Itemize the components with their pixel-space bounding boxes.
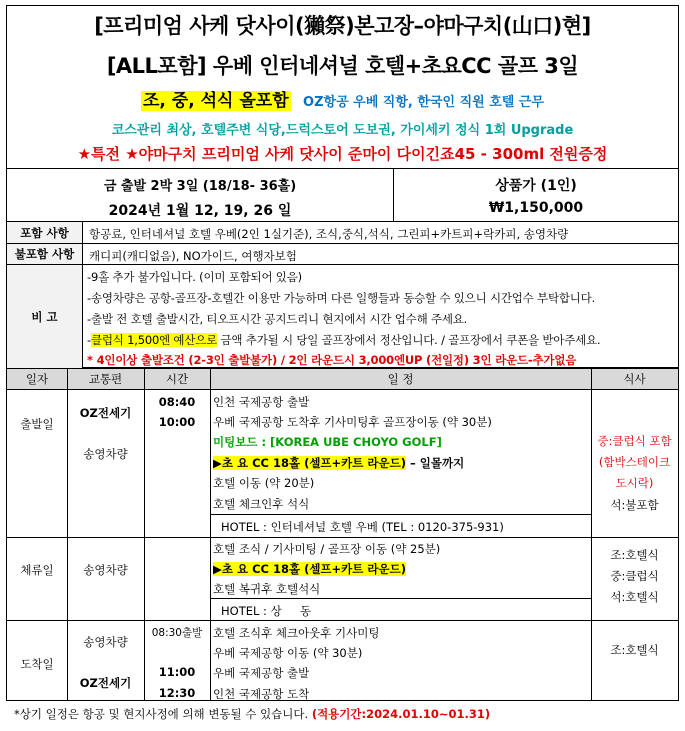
day2-line-3: 호텔 복귀후 호텔석식: [213, 582, 321, 596]
schedule-table: [6, 368, 679, 701]
info-table: [6, 222, 679, 368]
day3-transport-1: 송영차량: [83, 635, 128, 649]
day3-line-1: 호텔 조식후 체크아웃후 기사미팅: [213, 626, 380, 640]
meals-airline-row: [7, 86, 678, 111]
day1-meal-red: [591, 431, 678, 494]
day3-line-4: 인천 국제공항 도착: [213, 687, 310, 701]
day1-meal-red-2: (함박스테이크: [598, 455, 671, 469]
airline-note: OZ항공 우베 직항, 한국인 직원 호텔 근무: [303, 95, 544, 110]
footer-period: (적용기간:2024.01.10~01.31): [311, 707, 491, 721]
day2-meal-2: 중:클럽식: [610, 569, 659, 583]
day1-golf-suffix: – 일몰까지: [405, 456, 465, 470]
note-4-rest: 금액 추가될 시 당일 골프장에서 정산입니다. / 골프장에서 쿠폰을 받아주세요.: [217, 333, 601, 347]
day3-line-3: 우베 국제공항 출발: [213, 666, 310, 680]
note-5: * 4인이상 출발조건 (2-3인 출발불가) / 2인 라운드시 3,000엔UP (전일정) 3인 라운드-추가없음: [87, 353, 577, 367]
note-4: [87, 332, 600, 348]
day2-meals: [591, 545, 678, 608]
day2-golf: [213, 561, 406, 577]
divider: [7, 264, 678, 265]
day1-meal-dinner: 석:불포함: [610, 498, 659, 512]
day1-golf: [213, 455, 464, 471]
included-value: 항공료, 인터네셔널 호텔 우베(2인 1실기준), 조식,중식,석식, 그린피+카트피+락카피, 송영차량: [89, 227, 569, 241]
footer-note: [14, 706, 490, 722]
divider: [210, 514, 591, 515]
header-itinerary: 일 정: [387, 372, 414, 386]
day1-line-3: 호텔 이동 (약 20분): [213, 476, 315, 490]
divider: [210, 598, 591, 599]
divider: [7, 243, 678, 244]
price-value: ₩1,150,000: [488, 200, 584, 216]
day1-time-2: 10:00: [158, 415, 196, 429]
day1-line-1: 인천 국제공항 출발: [213, 395, 310, 409]
included-label: 포함 사항: [7, 222, 83, 243]
day3-time-2: 11:00: [158, 665, 196, 679]
day2-hotel: HOTEL : 상 동: [221, 604, 312, 618]
day3-line-2: 우베 국제공항 이동 (약 30분): [213, 646, 363, 660]
price-box: [6, 168, 679, 222]
note-4-prefix: -: [87, 333, 91, 347]
departure-text: 금 출발 2박 3일 (18/18- 36홀): [103, 179, 297, 194]
day1-transport-1: OZ전세기: [79, 406, 132, 420]
day3-time-3: 12:30: [158, 686, 196, 700]
notes-label: 비 고: [7, 265, 83, 368]
day1-line-4: 호텔 체크인후 석식: [213, 497, 310, 511]
day3-label: 도착일: [20, 657, 54, 671]
schedule-header: [7, 369, 678, 390]
price-info: [394, 169, 678, 221]
day1-time-1: 08:40: [158, 395, 196, 409]
note-1: -9홀 추가 불가입니다. (이미 포함되어 있음): [87, 270, 302, 284]
note-3: -출발 전 호텔 출발시간, 티오프시간 공지드리니 현지에서 시간 업수해 주세요.: [87, 312, 468, 326]
day3-transport-2: OZ전세기: [79, 676, 132, 690]
features-line: 코스관리 최상, 호텔주변 식당,드럭스토어 도보권, 가이세키 정식 1회 Upgrade: [111, 123, 574, 138]
excluded-value: 캐디피(캐디없음), NO가이드, 여행자보험: [89, 249, 297, 263]
note-2: -송영차량은 공항-골프장-호텔간 이용만 가능하며 다른 일행들과 동승할 수 있으니 시간업수 부탁합니다.: [87, 291, 596, 305]
title-line-2: [ALL포함] 우베 인터네셔널 호텔+초요CC 골프 3일: [106, 54, 579, 78]
product-header: [6, 5, 679, 168]
day1-meeting-board: 미팅보드 : [KOREA UBE CHOYO GOLF]: [213, 435, 442, 449]
day2-meal-1: 조:호텔식: [610, 548, 659, 562]
special-offer: ★특전 ★야마구치 프리미엄 사케 닷사이 준마이 다이긴죠45 - 300ml 전원증정: [77, 145, 608, 163]
footer-text: *상기 일정은 항공 및 현지사정에 의해 변동될 수 있습니다.: [14, 707, 309, 721]
day3-meal: 조:호텔식: [610, 643, 659, 657]
note-4-highlight: 클럽식 1,500엔 예산으로: [90, 333, 218, 347]
header-date: 일자: [25, 372, 49, 386]
day2-label: 체류일: [20, 563, 54, 577]
excluded-label: 불포함 사항: [7, 244, 83, 264]
departure-dates: 2024년 1월 12, 19, 26 일: [108, 203, 292, 219]
row-divider: [7, 620, 678, 621]
day1-label: 출발일: [20, 417, 54, 431]
day2-golf-highlight: ▶초 요 CC 18홀 (셀프+카트 라운드): [213, 562, 406, 576]
day2-meal-3: 석:호텔식: [610, 590, 659, 604]
row-divider: [7, 537, 678, 538]
departure-info: [7, 169, 394, 221]
header-meals: 식사: [623, 372, 646, 386]
day1-golf-highlight: ▶초 요 CC 18홀 (셀프+카트 라운드): [213, 456, 406, 470]
day1-meal-red-3: 도시락): [615, 476, 654, 490]
day2-transport: 송영차량: [83, 563, 128, 577]
header-time: 시간: [165, 372, 189, 386]
header-transport: 교통편: [88, 372, 123, 386]
title-line-1: [프리미엄 사케 닷사이(獺祭)본고장–야마구치(山口)현]: [94, 14, 591, 38]
price-label: 상품가 (1인): [495, 178, 577, 194]
meals-badge: 조, 중, 석식 올포함: [143, 91, 289, 111]
day2-line-1: 호텔 조식 / 기사미팅 / 골프장 이동 (약 25분): [213, 542, 441, 556]
col-divider: [210, 369, 211, 700]
day1-hotel: HOTEL : 인터네셔널 호텔 우베 (TEL : 0120-375-931): [221, 520, 504, 534]
day1-transport-2: 송영차량: [83, 447, 128, 461]
day1-line-2: 우베 국제공항 도착후 기사미팅후 골프장이동 (약 30분): [213, 415, 492, 429]
day3-time-1: 08:30출발: [151, 627, 203, 639]
day1-meal-red-1: 중:클럽식 포함: [597, 434, 672, 448]
